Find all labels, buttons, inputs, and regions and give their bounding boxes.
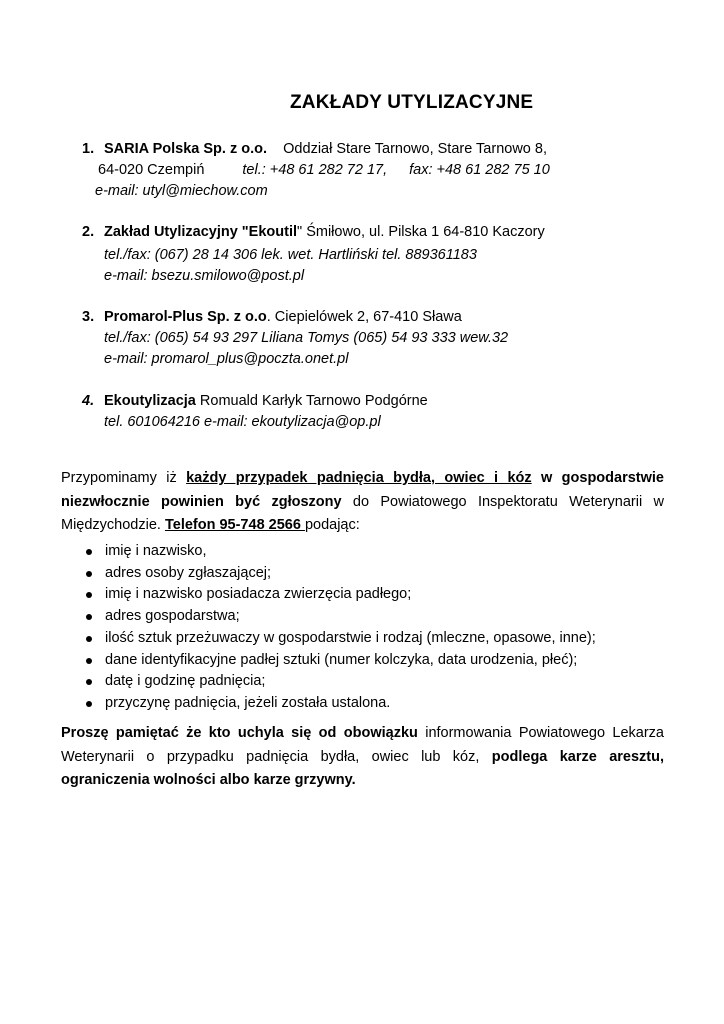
reminder-middle: do Powiatowego Inspektoratu Weterynarii w Międzychodzie. — [61, 493, 664, 533]
bullet-icon — [86, 679, 92, 685]
entry-number: 2. — [82, 224, 95, 240]
reminder-obligation: w gospodarstwie niezwłocznie powinien być zgłoszony — [61, 470, 664, 510]
list-item — [61, 606, 596, 628]
entry-line — [82, 391, 428, 412]
list-item — [61, 584, 596, 606]
list-item-text: adres gospodarstwa; — [105, 608, 240, 625]
company-email: e-mail: utyl@miechow.com — [95, 183, 268, 199]
company-contact: tel. 601064216 e-mail: ekoutylizacja@op.pl — [104, 414, 381, 430]
company-city: 64-020 Czempiń — [98, 162, 205, 178]
required-info-list — [61, 541, 596, 715]
facility-entry-1 — [82, 139, 550, 202]
company-address: . Ciepielówek 2, 67-410 Sława — [266, 309, 462, 325]
company-address: Romuald Karłyk Tarnowo Podgórne — [195, 393, 428, 409]
company-phone: tel.: +48 61 282 72 17, — [242, 162, 388, 178]
warning-start: Proszę pamiętać że kto uchyla się od obowiązku — [61, 725, 418, 741]
company-address: " Śmiłowo, ul. Pilska 1 64-810 Kaczory — [297, 224, 545, 240]
list-item-text: adres osoby zgłaszającej; — [105, 564, 272, 581]
company-name: SARIA Polska Sp. z o.o. — [104, 141, 268, 157]
list-item — [61, 693, 596, 715]
company-name: Zakład Utylizacyjny "Ekoutil — [104, 224, 298, 240]
list-item — [61, 650, 596, 672]
list-item-text: dane identyfikacyjne padłej sztuki (numer kolczyka, data urodzenia, płeć); — [105, 651, 578, 668]
entry-line — [82, 307, 508, 328]
reminder-end: podając: — [304, 517, 360, 533]
bullet-icon — [86, 571, 92, 577]
entry-line — [82, 139, 550, 160]
company-fax: fax: +48 61 282 75 10 — [409, 162, 550, 178]
reminder-emphasis: każdy przypadek padnięcia bydła, owiec i kóz — [186, 470, 532, 486]
entry-line — [82, 160, 550, 181]
company-email: e-mail: bsezu.smilowo@post.pl — [104, 268, 305, 284]
facility-entry-4 — [82, 391, 428, 433]
company-phone: tel./fax: (065) 54 93 297 Liliana Tomys (065) 54 93 333 wew.32 — [104, 330, 509, 346]
warning-middle: informowania Powiatowego Lekarza Weterynarii o przypadku padnięcia bydła, owiec lub kóz, — [61, 725, 665, 765]
company-name: Promarol-Plus Sp. z o.o — [104, 309, 267, 325]
bullet-icon — [86, 636, 92, 642]
entry-line — [82, 222, 545, 243]
bullet-icon — [86, 592, 92, 598]
warning-paragraph — [61, 722, 664, 793]
bullet-icon — [86, 614, 92, 620]
entry-number: 1. — [82, 141, 95, 157]
company-phone: tel./fax: (067) 28 14 306 lek. wet. Hartliński tel. 889361183 — [104, 247, 477, 263]
company-name: Ekoutylizacja — [104, 393, 196, 409]
reminder-paragraph — [61, 467, 664, 538]
facility-entry-3 — [82, 307, 508, 370]
page-title: ZAKŁADY UTYLIZACYJNE — [290, 92, 534, 113]
list-item-text: datę i godzinę padnięcia; — [105, 673, 266, 690]
company-email: e-mail: promarol_plus@poczta.onet.pl — [104, 351, 349, 367]
reminder-phone: Telefon 95-748 2566 — [164, 517, 305, 533]
list-item — [61, 671, 596, 693]
list-item — [61, 541, 596, 563]
list-item-text: przyczynę padnięcia, jeżeli została ustalona. — [105, 694, 391, 711]
bullet-icon — [86, 701, 92, 707]
bullet-icon — [86, 549, 92, 555]
company-address: Oddział Stare Tarnowo, Stare Tarnowo 8, — [283, 141, 547, 157]
list-item-text: imię i nazwisko posiadacza zwierzęcia padłego; — [105, 586, 412, 603]
entry-number: 4. — [82, 393, 95, 409]
bullet-icon — [86, 658, 92, 664]
list-item-text: ilość sztuk przeżuwaczy w gospodarstwie i rodzaj (mleczne, opasowe, inne); — [105, 629, 596, 646]
warning-penalty: podlega karze aresztu, ograniczenia wolności albo karze grzywny. — [61, 748, 664, 788]
facility-entry-2 — [82, 222, 545, 287]
list-item-text: imię i nazwisko, — [105, 543, 207, 559]
list-item — [61, 563, 596, 585]
reminder-intro: Przypominamy iż — [61, 470, 187, 486]
entry-number: 3. — [82, 309, 95, 325]
list-item — [61, 628, 596, 650]
